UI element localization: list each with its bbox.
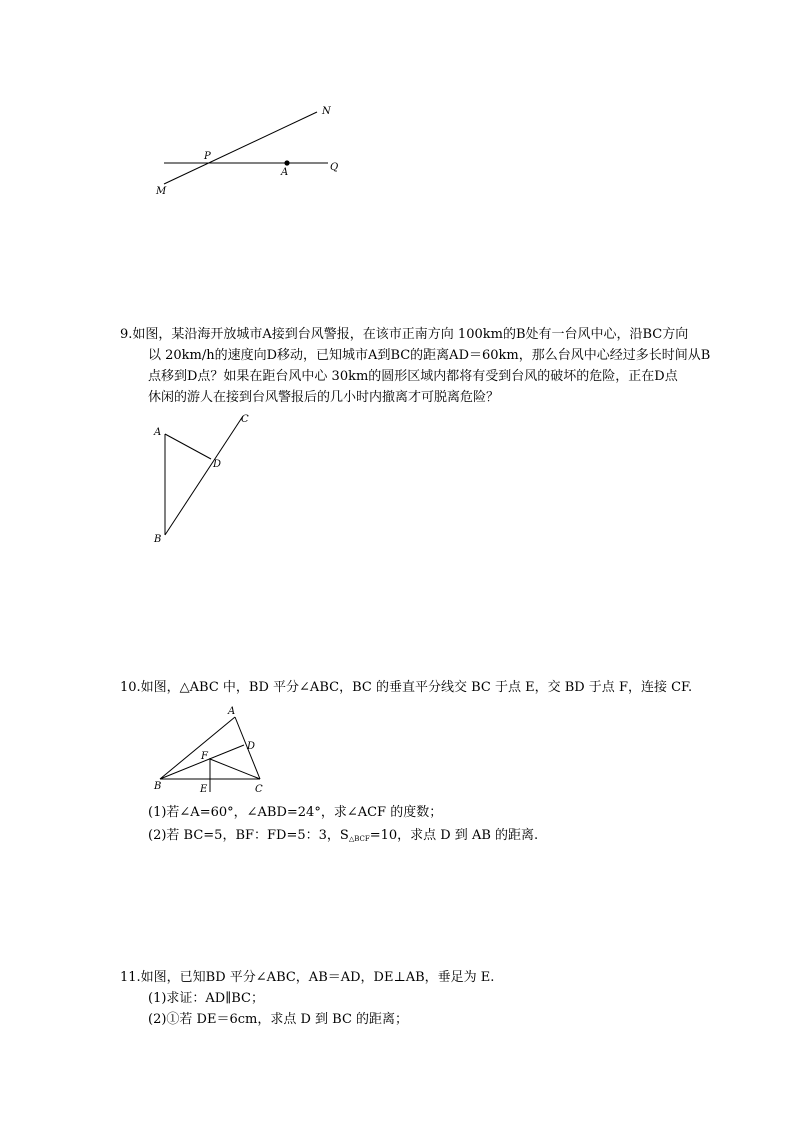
q9-line-4: 休闲的游人在接到台风警报后的几小时内撤离才可脱离危险？ bbox=[148, 390, 500, 405]
label-d: D bbox=[247, 741, 256, 752]
triangle-bcf-subscript: △BCF bbox=[348, 835, 370, 843]
figure-q10 bbox=[150, 703, 275, 795]
label-b: B bbox=[154, 534, 162, 545]
label-b: B bbox=[154, 781, 162, 792]
label-c: C bbox=[241, 414, 249, 425]
label-a: A bbox=[228, 706, 236, 717]
label-e: E bbox=[200, 784, 208, 795]
q9-line-2: 以 20km/h的速度向D移动，已知城市A到BC的距离AD＝60km，那么台风中心经过多长时间从B bbox=[148, 348, 711, 363]
q11-part-1: (1)求证：AD∥BC； bbox=[148, 991, 264, 1006]
q10-part-1: (1)若∠A=60°，∠ABD=24°，求∠ACF 的度数； bbox=[148, 805, 443, 820]
label-p: P bbox=[204, 151, 211, 162]
label-f: F bbox=[201, 751, 208, 762]
label-a: A bbox=[154, 427, 162, 438]
question-9 bbox=[120, 324, 720, 408]
q10-part-2 bbox=[148, 825, 538, 850]
question-10-stem: 10.如图，△ABC 中，BD 平分∠ABC，BC 的垂直平分线交 BC 于点 E，交 BD 于点 F，连接 CF. bbox=[120, 680, 693, 695]
label-a: A bbox=[281, 167, 289, 178]
figure-q9 bbox=[145, 408, 260, 548]
q9-line-1: 9.如图，某沿海开放城市A接到台风警报，在该市正南方向 100km的B处有一台风中心，沿BC方向 bbox=[120, 327, 689, 342]
label-c: C bbox=[255, 784, 263, 795]
label-d: D bbox=[213, 459, 222, 470]
figure-line-pq-mn bbox=[150, 100, 350, 200]
point-a bbox=[284, 160, 289, 165]
question-11-stem: 11.如图，已知BD 平分∠ABC，AB＝AD，DE⊥AB，垂足为 E. bbox=[120, 970, 495, 985]
q10-part-2-rest: =10，求点 D 到 AB 的距离. bbox=[369, 828, 539, 843]
segment-bc bbox=[165, 416, 243, 535]
segment-ad bbox=[165, 434, 211, 459]
label-q: Q bbox=[330, 162, 339, 173]
q10-part-2-text: (2)若 BC=5，BF：FD=5：3，S bbox=[148, 828, 349, 843]
q9-line-3: 点移到D点？如果在距台风中心 30km的圆形区域内都将有受到台风的破坏的危险，正在D点 bbox=[148, 369, 678, 384]
segment-ba bbox=[160, 717, 235, 779]
label-m: M bbox=[156, 186, 167, 197]
segment-cf bbox=[210, 759, 260, 779]
label-n: N bbox=[322, 106, 331, 117]
q11-part-2: (2)①若 DE＝6cm，求点 D 到 BC 的距离； bbox=[148, 1012, 409, 1027]
line-mn bbox=[164, 112, 317, 184]
